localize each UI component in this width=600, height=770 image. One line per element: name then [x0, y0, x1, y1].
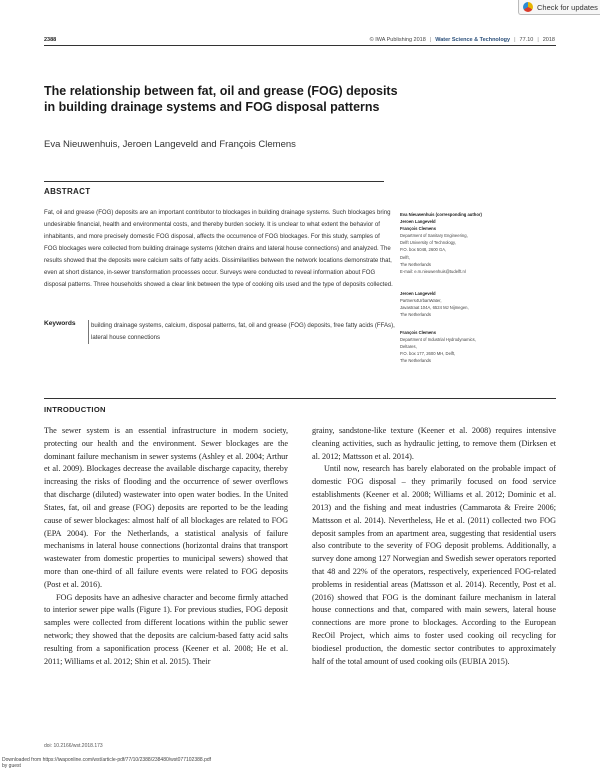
copyright: © IWA Publishing 2018: [369, 37, 426, 43]
affiliation-block-2: [400, 290, 560, 318]
check-updates-label: Check for updates: [537, 2, 598, 12]
affiliation-line: Delft University of Technology,: [400, 240, 456, 246]
download-user: by guest: [2, 763, 21, 769]
keywords-text: building drainage systems, calcium, disposal patterns, fat, oil and grease (FOG) deposits, free fatty acids (FFAs), lateral house connections: [88, 320, 397, 344]
affiliation-email[interactable]: E-mail: e.m.nieuwenhuis@tudelft.nl: [400, 268, 466, 274]
affiliation-line: The Netherlands: [400, 261, 431, 267]
body-column-left: [44, 425, 288, 668]
crossmark-icon: [523, 2, 533, 12]
doi[interactable]: doi: 10.2166/wst.2018.173: [44, 743, 103, 749]
introduction-rule: [44, 398, 556, 399]
affiliation-line: P.O. box 177, 2600 MH, Delft,: [400, 351, 456, 357]
body-column-right: [312, 425, 556, 668]
abstract-rule: [44, 181, 384, 182]
affiliation-author: François Clemens: [400, 330, 437, 335]
running-header: [370, 37, 555, 43]
journal-name[interactable]: Water Science & Technology: [435, 37, 511, 43]
affiliation-author: Jeroen Langeveld: [400, 291, 436, 296]
volume-issue: 77.10: [519, 37, 534, 43]
header-rule: [44, 45, 556, 46]
affiliation-author: Eva Nieuwenhuis (corresponding author): [400, 212, 482, 217]
download-source[interactable]: Downloaded from https://iwaponline.com/wst/article-pdf/77/10/2388/238480/wst077102388.pdf: [2, 757, 212, 763]
abstract-heading: ABSTRACT: [44, 187, 91, 196]
introduction-heading: INTRODUCTION: [44, 405, 106, 414]
separator: |: [429, 37, 432, 43]
separator: |: [514, 37, 516, 43]
affiliation-line: P.O. box 5048, 2600 GA,: [400, 247, 447, 253]
affiliation-block-1: [400, 211, 560, 275]
page-number: 2388: [44, 37, 57, 43]
affiliation-line: The Netherlands: [400, 312, 431, 318]
affiliation-line: Partners4UrbanWater,: [400, 298, 442, 304]
separator: |: [537, 37, 539, 43]
year: 2018: [542, 37, 555, 43]
affiliation-line: Delft,: [400, 254, 410, 260]
affiliation-line: Deltares,: [400, 344, 417, 350]
affiliation-line: The Netherlands: [400, 358, 431, 364]
body-paragraph: Until now, research has barely elaborated on the probable impact of domestic FOG disposal – they primarily focused on food service establishments (Keener et al. 2008; Williams et al. 2012; Dominic et al. 2013) and the fishing and meat industries (Cammarota & Freire 2006; Mattsson et al. 2014). Nevertheless, He et al. (2011) collected two FOG deposit samples from an apartment area, suggesting that residential users also contribute to the severity of FOG deposit problems. Additionally, a survey done among 127 Norwegian and Swedish sewer operators reported that 48 and 22% of the operators, respectively, experienced FOG-related problems in residential areas (Mattsson et al. 2014). Recently, Post et al. (2016) showed that FOG is the dominant failure mechanism in lateral house connections and that, compared with main sewers, lateral house connections are more prone to blockages. According to the European RecOil Project, which aims to foster used cooking oil recycling for biodiesel production, the domestic sector contributes to approximately half of the total amount of used cooking oils (EUBIA 2015).: [312, 464, 556, 666]
authors: Eva Nieuwenhuis, Jeroen Langeveld and François Clemens: [44, 139, 296, 150]
affiliation-line: Javastraat 104A, 6524 MJ Nijmegen,: [400, 305, 469, 311]
body-paragraph: The sewer system is an essential infrastructure in modern society, protecting our health and the environment. Sewer blockages are the dominant failure mechanism in sewer systems (Ashley et al. 2004; Arthur et al. 2009). Blockages decrease the available discharge capacity, thereby increasing the risks of flooding and the occurrence of sewer overflows that discharge (diluted) wastewater into open water bodies. In the United States, fat, oil and grease (FOG) deposits are reported to be the leading cause of sewer blockages: almost half of all blockages are related to FOG (EPA 2004). For the Netherlands, a statistical analysis of failure mechanisms in lateral house connections (horizontal drains that transport wastewater from domestic properties to municipal sewers) showed that more than one-third of all failure events were related to FOG deposits (Post et al. 2016).: [44, 426, 288, 589]
download-footer: [2, 757, 211, 769]
body-paragraph: FOG deposits have an adhesive character and become firmly attached to interior sewer pipe walls (Figure 1). For previous studies, FOG deposit samples were collected from different locations within the public sewer network; they showed that the deposits are calcium-based fatty acid salts resulting from a saponification process (Keener et al. 2008; He et al. 2011; Williams et al. 2012; Shin et al. 2015). Their: [44, 592, 288, 666]
check-for-updates-button[interactable]: [518, 0, 600, 15]
affiliation-line: Department of Industrial Hydrodynamics,: [400, 337, 476, 343]
affiliation-author: François Clemens: [400, 226, 437, 232]
affiliation-author: Jeroen Langeveld: [400, 219, 436, 225]
article-title: The relationship between fat, oil and grease (FOG) deposits in building drainage systems and FOG disposal patterns: [44, 84, 398, 114]
abstract-text: Fat, oil and grease (FOG) deposits are an important contributor to blockages in building drainage systems. Such blockages bring undesirable financial, health and environmental costs, and thereby burden society. It is unclear to what extent the behavior of inhabitants, and more precisely domestic FOG disposal, affects the occurrence of FOG blockages. For this study, samples of FOG blockages were collected from building drainage systems (kitchen drains and lateral house connections) and analyzed. The results showed that the deposits were calcium salts of fatty acids. Dissimilarities between the network locations demonstrate that, even at short distance, in-sewer transformation processes occur. Surveys were conducted to reveal information about FOG disposal patterns. Three households showed a clear link between the type of cooking oils used and the type of deposits collected.: [44, 209, 393, 289]
body-paragraph: grainy, sandstone-like texture (Keener et al. 2008) requires intensive cleaning activities, such as hydraulic jetting, to remove them (Dirksen et al. 2012; Mattsson et al. 2014).: [312, 426, 556, 461]
affiliation-block-3: [400, 329, 560, 364]
keywords-label: Keywords: [44, 320, 76, 327]
affiliation-line: Department of Sanitary Engineering,: [400, 233, 468, 239]
